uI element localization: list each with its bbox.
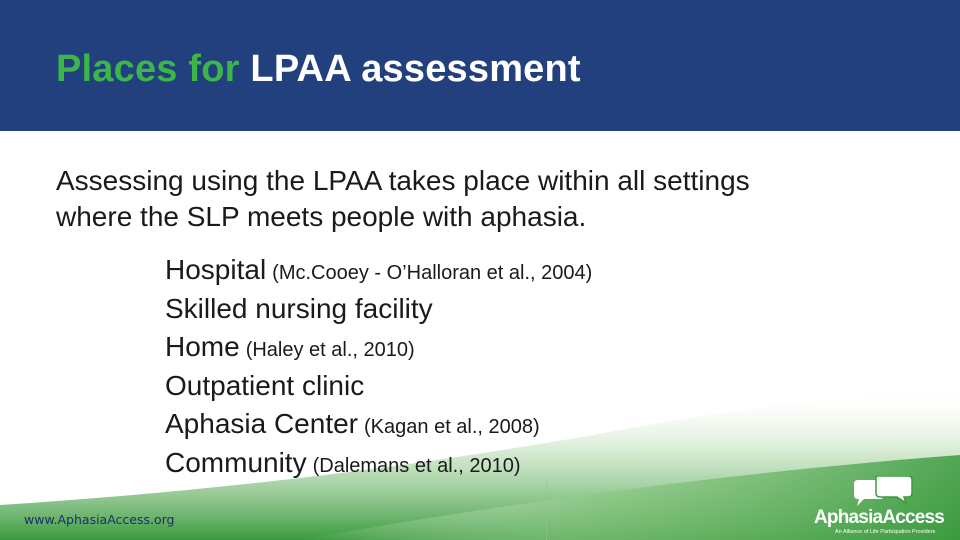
logo-tagline: An Alliance of Life Participation Providers [835, 529, 936, 535]
setting-name: Skilled nursing facility [165, 292, 433, 324]
intro-line-2: where the SLP meets people with aphasia. [56, 201, 587, 232]
list-item [165, 328, 592, 367]
setting-name: Outpatient clinic [165, 369, 365, 401]
setting-name: Hospital [165, 254, 267, 285]
title-green-part: Places for [56, 48, 240, 90]
aphasia-access-logo [812, 476, 948, 538]
setting-name: Home [165, 331, 240, 363]
setting-name: Aphasia Center [165, 408, 359, 440]
list-item [165, 290, 592, 329]
title-white-part: LPAA assessment [250, 48, 581, 90]
setting-citation: (Mc.Cooey - O’Halloran et al., 2004) [272, 262, 593, 284]
list-item [165, 251, 592, 290]
intro-line-1: Assessing using the LPAA takes place within all settings [56, 165, 750, 196]
intro-text [56, 163, 916, 235]
divider [546, 480, 547, 540]
settings-list [165, 251, 592, 483]
setting-name: Community [165, 446, 307, 478]
logo-wordmark: AphasiaAccess [814, 507, 945, 528]
setting-citation: (Kagan et al., 2008) [364, 416, 540, 439]
speech-bubbles-icon [850, 476, 914, 510]
setting-citation: (Dalemans et al., 2010) [312, 454, 521, 477]
list-item [165, 405, 592, 444]
slide-title [56, 48, 581, 91]
header-bar [0, 0, 960, 131]
list-item [165, 444, 592, 483]
setting-citation: (Haley et al., 2010) [245, 339, 415, 362]
list-item [165, 367, 592, 406]
footer-url-link[interactable]: www.AphasiaAccess.org [24, 512, 175, 527]
